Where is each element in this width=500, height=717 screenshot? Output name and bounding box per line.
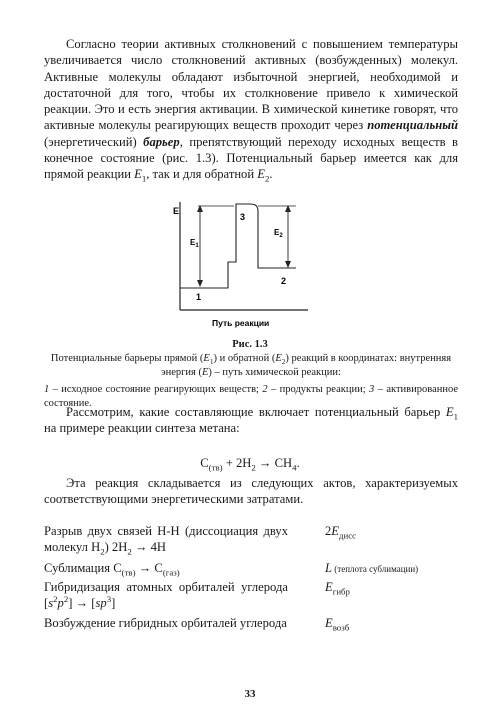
text-run: – активированное состояние. (44, 384, 459, 409)
text-run: → C (135, 561, 163, 575)
text-run: Возбуждение гибридных орбиталей углерода (44, 616, 287, 630)
subscript: (газ) (162, 567, 180, 578)
symbol-e2: E (257, 167, 265, 182)
superscript: 2 (63, 593, 69, 604)
text-run: ] (111, 596, 116, 610)
orbital-p: p (57, 596, 64, 610)
text-run: Согласно теории активных столкновений с повышением температуры увеличивается число столкновений активных (возбужденных) молекул. Активные молекулы обладают избыточной энергией, необходимой и достаточной для того, чтобы их столкновение привело к химической реакции. Это и есть энергия активации. В химической кинетике говорят, что активные молекулы реагирующих веществ проходит через (44, 37, 458, 133)
text-run: (теплота сублимации) (332, 564, 419, 574)
e1-label-letter: E (190, 238, 196, 247)
e2-label-sub: 2 (279, 233, 283, 239)
symbol-l: L (325, 561, 333, 575)
row-value (325, 579, 350, 595)
text-run: – продукты реакции; (267, 384, 370, 395)
symbol-e: E (325, 580, 333, 594)
subscript: (тв) (208, 462, 223, 473)
text-run: . (296, 456, 300, 470)
paragraph-methane-intro (44, 404, 458, 437)
subscript: 1 (453, 411, 458, 422)
row-label (44, 560, 288, 576)
paragraph-reaction-acts: Эта реакция складывается из следующих актов, характеризуемых соответствующими энергетическими затратами. (44, 476, 458, 507)
superscript: 2 (53, 593, 58, 604)
text-run: . (269, 167, 273, 182)
e1-label-sub: 1 (195, 243, 199, 249)
text-run: Сублимация C (44, 561, 122, 575)
subscript: гибр (332, 586, 350, 597)
emphasis-barrier: барьер (143, 134, 180, 149)
symbol-e: E (325, 616, 333, 630)
energy-table-row (44, 523, 458, 557)
subscript: дисс (339, 530, 357, 541)
subscript: 4 (292, 462, 297, 473)
subscript: 1 (141, 173, 147, 184)
subscript: 2 (127, 546, 132, 557)
e2-label-letter: E (274, 228, 280, 237)
text-run: Потенциальные барьеры прямой ( (50, 353, 204, 364)
orbital-sp: sp (95, 596, 107, 610)
legend-num: 1 (44, 384, 50, 395)
subscript: (тв) (121, 567, 136, 578)
legend-num: 3 (369, 384, 375, 395)
text-run: ) реакций в координатах: внутренняя энергия ( (161, 353, 452, 378)
legend-num: 2 (262, 384, 268, 395)
symbol-e: E (203, 353, 210, 364)
text-run: на примере реакции синтеза метана: (44, 421, 240, 436)
text-run: ] → [ (68, 596, 96, 610)
text-run: C (200, 456, 209, 470)
subscript: 2 (264, 173, 270, 184)
text-run: , препятствующий переходу исходных веществ в конечное состояние (рис. 1.3). Потенциальный барьер имеется как для прямой реакции (44, 134, 458, 182)
e1-label (190, 238, 199, 249)
row-label (44, 523, 288, 555)
y-axis-label: E (173, 206, 180, 216)
subscript: 2 (100, 546, 105, 557)
point-1-label: 1 (196, 292, 202, 302)
symbol-e1: E (134, 167, 142, 182)
energy-table-row (44, 560, 458, 578)
subscript: возб (332, 622, 350, 633)
text-run: ) и обратной ( (213, 353, 276, 364)
text-run: (энергетический) (44, 134, 144, 149)
x-axis-label: Путь реакции (212, 318, 270, 328)
text-run: – исходное состояние реагирующих веществ; (49, 384, 263, 395)
figure-caption-title: Рис. 1.3 (232, 339, 268, 350)
text-run: + 2H (222, 456, 252, 470)
row-value (325, 615, 349, 631)
row-value (325, 560, 418, 577)
row-label (44, 579, 288, 611)
point-3-label: 3 (240, 212, 246, 222)
methane-synthesis-equation (0, 455, 500, 471)
symbol-e1: E (445, 405, 454, 419)
energy-barrier-figure (170, 200, 320, 336)
text-run: ) 2H (104, 540, 128, 554)
subscript: 2 (251, 462, 256, 473)
page-number: 33 (244, 688, 256, 700)
text-run: → 4H (131, 540, 167, 554)
text-run: , так и для обратной (146, 167, 258, 182)
text-run: → CH (255, 456, 293, 470)
e1-arrow-head-down (197, 280, 203, 287)
e2-label (274, 228, 283, 239)
text-run: Рассмотрим, какие составляющие включает потенциальный барьер (66, 405, 446, 419)
symbol-e: E (275, 353, 282, 364)
text-run: Разрыв двух связей H-H (диссоциация двух молекул H (44, 524, 288, 554)
symbol-e: E (331, 524, 339, 538)
e2-arrow-head-down (285, 261, 291, 268)
emphasis-potential: потенциальный (367, 118, 458, 133)
orbital-s: s (48, 596, 54, 610)
row-value (325, 523, 356, 539)
superscript: 3 (106, 593, 112, 604)
subscript: 1 (209, 357, 214, 367)
text-run: ) – путь химической реакции: (208, 366, 341, 378)
energy-diagram-svg (170, 200, 320, 336)
text-run: Гибридизация атомных орбиталей углерода [ (44, 580, 288, 610)
text-run: 2 (325, 524, 332, 538)
energy-table-row (44, 579, 458, 613)
row-label (44, 615, 288, 631)
symbol-e: E (201, 366, 209, 378)
subscript: 2 (281, 357, 286, 367)
figure-caption-text (44, 352, 458, 379)
paragraph-activation-theory (44, 36, 458, 183)
point-2-label: 2 (281, 276, 287, 286)
energy-table-row (44, 615, 458, 649)
